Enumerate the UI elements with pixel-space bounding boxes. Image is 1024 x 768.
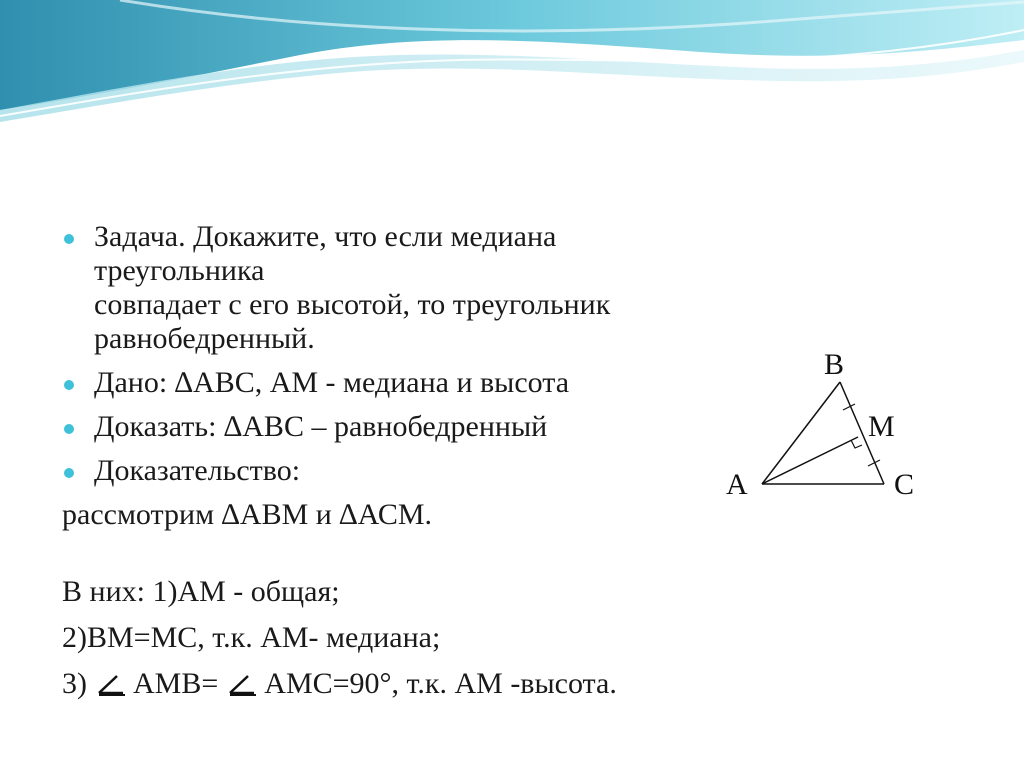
task-line-2: совпадает с его высотой, то треугольник: [94, 288, 611, 321]
right-angle-mark: [851, 440, 862, 448]
slide-content: [62, 220, 722, 713]
prove-text: Доказать: ∆АВС – равнобедренный: [94, 410, 548, 443]
bullet-proof: [62, 454, 722, 488]
step3-prefix: 3): [62, 667, 87, 700]
bullet-dot: [64, 234, 74, 244]
angle-icon: [226, 673, 260, 697]
label-c: С: [894, 468, 915, 501]
proof-consider: рассмотрим ∆АВМ и ∆АСМ.: [62, 498, 433, 531]
proof-step-3: [62, 667, 722, 701]
label-a: А: [726, 468, 748, 501]
proof-step-1: В них: 1)АМ - общая;: [62, 575, 340, 608]
step3-amb: АМВ=: [133, 667, 219, 700]
proof-step-2: 2)ВМ=МС, т.к. АМ- медиана;: [62, 621, 441, 654]
side-ab: [762, 382, 840, 484]
task-line-3: равнобедренный.: [94, 322, 315, 355]
label-m: М: [868, 410, 895, 443]
header-wave-decoration: [0, 0, 1024, 130]
bullet-dot: [64, 380, 74, 390]
bullet-dot: [64, 468, 74, 478]
bullet-task: [62, 220, 722, 356]
bullet-given: [62, 366, 722, 400]
proof-heading: Доказательство:: [94, 454, 301, 487]
step3-amc: АМС=90°, т.к. АМ -высота.: [264, 667, 617, 700]
task-line-1: Задача. Докажите, что если медиана треугольника: [94, 220, 557, 287]
median-am: [762, 437, 858, 484]
label-b: В: [824, 348, 845, 381]
triangle-diagram: [712, 338, 938, 512]
bullet-prove: [62, 410, 722, 444]
tick-mark-bm: [843, 404, 855, 410]
angle-icon: [95, 673, 129, 697]
given-text: Дано: ∆АВС, АМ - медиана и высота: [94, 366, 570, 399]
bullet-dot: [64, 424, 74, 434]
